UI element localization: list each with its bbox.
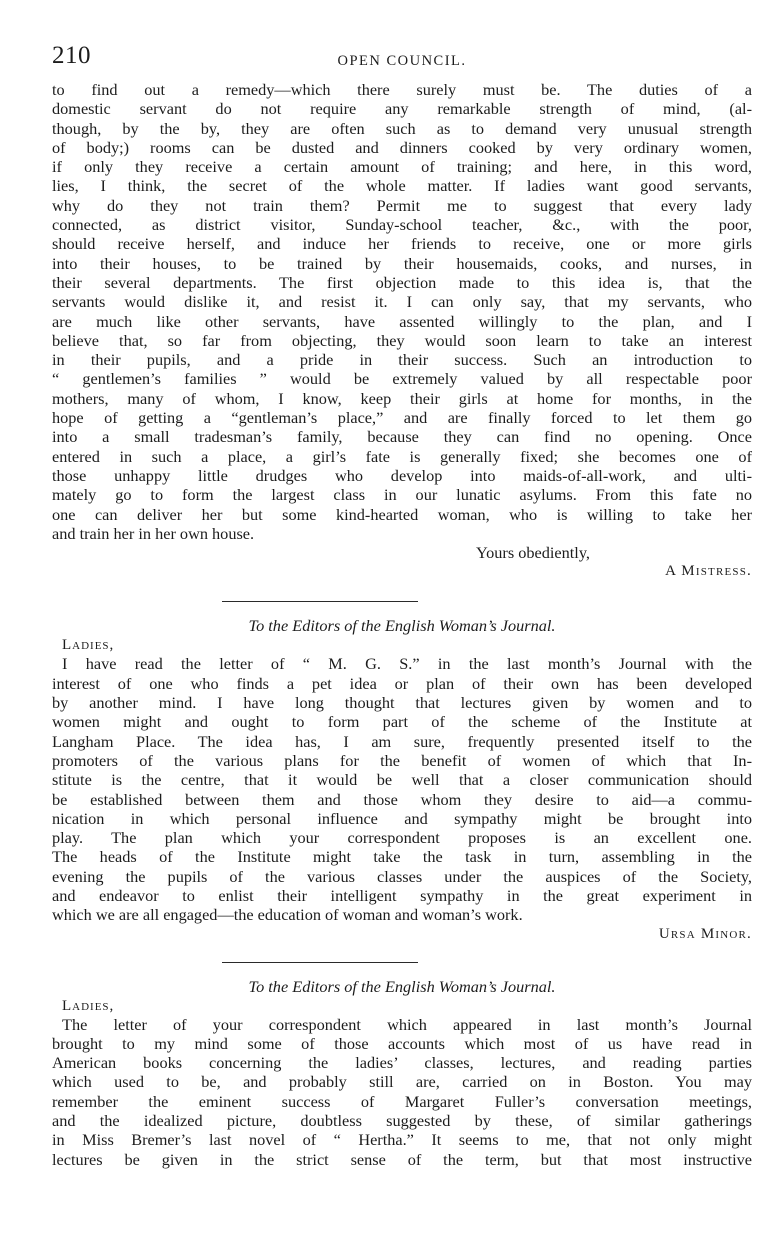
text-line: be established between them and those whom they desire to aid—a commu-: [52, 789, 752, 809]
text-line: lies, I think, the secret of the whole matter. If ladies want good servants,: [52, 176, 752, 196]
section-divider: [222, 601, 418, 602]
text-line: women might and ought to form part of the scheme of the Institute at: [52, 712, 752, 732]
letter-salutation: Ladies,: [62, 637, 115, 654]
text-line: remember the eminent success of Margaret Fuller’s conversation meetings,: [52, 1091, 752, 1111]
text-line: of body;) rooms can be dusted and dinners cooked by very ordinary women,: [52, 137, 752, 157]
letter-a-mistress-body: [52, 80, 752, 543]
text-line: into a small tradesman’s family, because they can find no opening. Once: [52, 427, 752, 447]
text-line: brought to my mind some of those accounts which most of us have read in: [52, 1033, 752, 1053]
letter-a-mistress: [52, 80, 752, 581]
text-line: to find out a remedy—which there surely must be. The duties of a: [52, 80, 752, 99]
text-line: why do they not train them? Permit me to suggest that every lady: [52, 195, 752, 215]
section-divider: [222, 962, 418, 963]
text-line: mately go to form the largest class in our lunatic asylums. From this fate no: [52, 485, 752, 505]
text-line: promoters of the various plans for the benefit of women of which that In-: [52, 750, 752, 770]
text-line: in their pupils, and a pride in their success. Such an introduction to: [52, 350, 752, 370]
letter-boston-classes-body: [52, 1015, 752, 1169]
text-line: mothers, many of whom, I know, keep their girls at home for months, in the: [52, 388, 752, 408]
text-line: and the idealized picture, doubtless suggested by these, of similar gatherings: [52, 1111, 752, 1131]
letter-boston-classes: [52, 977, 752, 1169]
page-header: [52, 40, 752, 80]
text-line: nication in which personal influence and sympathy might be brought into: [52, 808, 752, 828]
journal-page: [52, 40, 752, 1240]
text-line: hope of getting a “gentleman’s place,” and are finally forced to let them go: [52, 408, 752, 428]
letter-ursa-minor: [52, 616, 752, 943]
text-line: which used to be, and probably still are, carried on in Boston. You may: [52, 1072, 752, 1092]
page-number: 210: [52, 42, 91, 69]
text-line: in Miss Bremer’s last novel of “ Hertha.” It seems to me, that not only might: [52, 1130, 752, 1150]
running-head: OPEN COUNCIL.: [337, 53, 467, 69]
text-line: if only they receive a certain amount of training; and here, in this word,: [52, 157, 752, 177]
letter-heading: To the Editors of the English Woman’s Journal.: [248, 976, 556, 996]
text-line: servants would dislike it, and resist it. I can only say, that my servants, who: [52, 292, 752, 312]
text-line: one can deliver her but some kind-hearted woman, who is willing to take her: [52, 504, 752, 524]
text-line: which we are all engaged—the education of woman and woman’s work.: [52, 905, 523, 925]
text-line: stitute is the centre, that it would be well that a closer communication should: [52, 770, 752, 790]
letter-heading: To the Editors of the English Woman’s Journal.: [248, 616, 556, 636]
text-line: interest of one who finds a pet idea or plan of their own has been developed: [52, 673, 752, 693]
text-line: though, by the by, they are often such as to demand very unusual strength: [52, 118, 752, 138]
text-line: lectures be given in the strict sense of the term, but that most instructive: [52, 1149, 752, 1169]
text-line: American books concerning the ladies’ classes, lectures, and reading parties: [52, 1053, 752, 1073]
letter-ursa-minor-body: [52, 654, 752, 924]
letter-salutation: Ladies,: [62, 997, 115, 1014]
text-line: “ gentlemen’s families ” would be extremely valued by all respectable poor: [52, 369, 752, 389]
text-line: entered in such a place, a girl’s fate is generally fixed; she becomes one of: [52, 446, 752, 466]
text-line: are much like other servants, have assented willingly to the plan, and I: [52, 311, 752, 331]
text-line: into their houses, to be trained by their housemaids, cooks, and nurses, in: [52, 253, 752, 273]
text-line: those unhappy little drudges who develop into maids-of-all-work, and ulti-: [52, 465, 752, 485]
text-line: and endeavor to enlist their intelligent sympathy in the great experiment in: [52, 885, 752, 905]
text-line: The letter of your correspondent which appeared in last month’s Journal: [62, 1014, 752, 1034]
text-line: connected, as district visitor, Sunday-school teacher, &c., with the poor,: [52, 215, 752, 235]
letter-a-mistress-signature: A Mistress.: [665, 563, 752, 580]
text-line: The heads of the Institute might take the task in turn, assembling in the: [52, 847, 752, 867]
text-line: believe that, so far from objecting, they would soon learn to take an interest: [52, 330, 752, 350]
text-line: and train her in her own house.: [52, 523, 255, 543]
text-line: evening the pupils of the various classes under the auspices of the Society,: [52, 866, 752, 886]
text-line: their several departments. The first objection made to this idea is, that the: [52, 272, 752, 292]
text-line: by another mind. I have long thought that lectures given by women and to: [52, 693, 752, 713]
text-line: should receive herself, and induce her friends to receive, one or more girls: [52, 234, 752, 254]
text-line: play. The plan which your correspondent proposes is an excellent one.: [52, 828, 752, 848]
text-line: domestic servant do not require any remarkable strength of mind, (al-: [52, 99, 752, 119]
letter-a-mistress-signoff: Yours obediently,: [476, 543, 590, 563]
text-line: I have read the letter of “ M. G. S.” in the last month’s Journal with the: [62, 654, 752, 674]
letter-ursa-minor-signature: Ursa Minor.: [658, 925, 752, 942]
text-line: Langham Place. The idea has, I am sure, frequently presented itself to the: [52, 731, 752, 751]
